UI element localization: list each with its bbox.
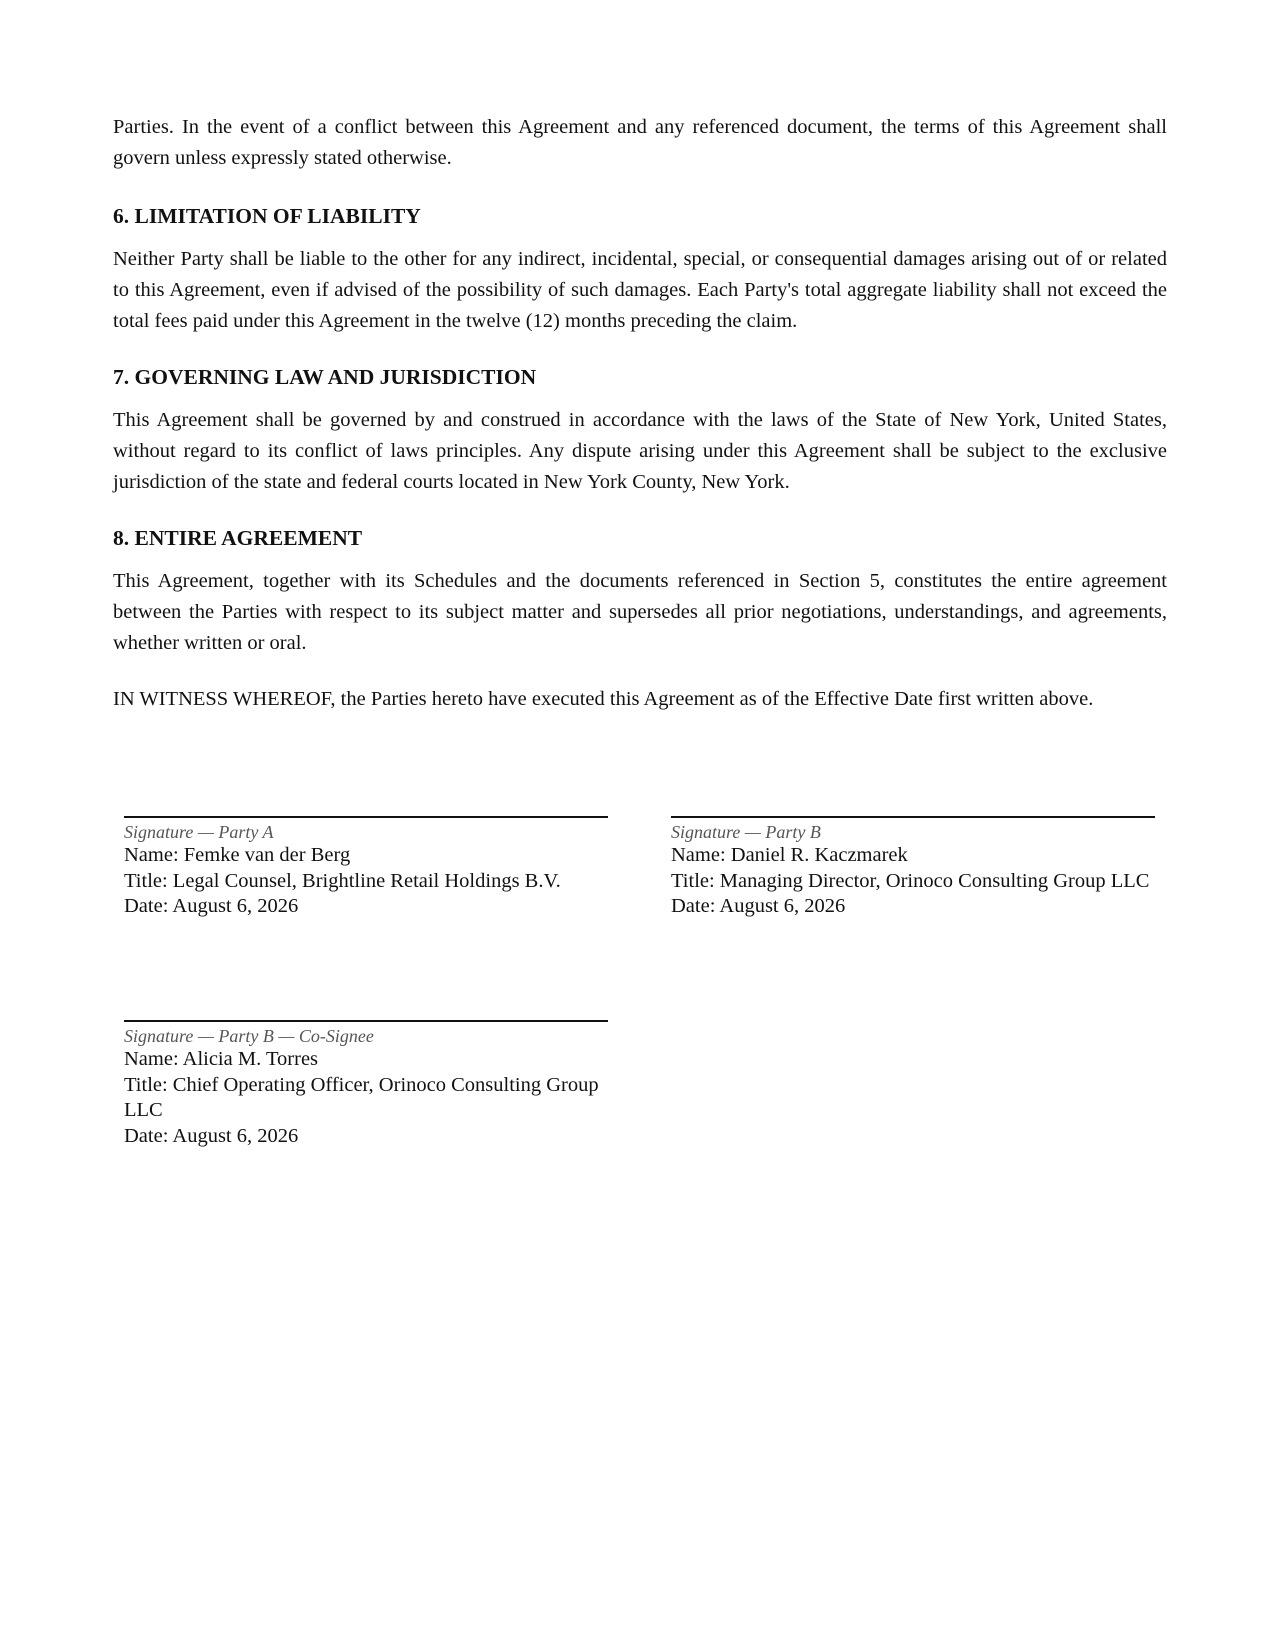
intro-paragraph: Parties. In the event of a conflict between this Agreement and any referenced document, the terms of this Agreement shall govern unless expressly stated otherwise. (113, 116, 1167, 169)
signatory-title: Title: Legal Counsel, Brightline Retail Holdings B.V. (124, 869, 561, 892)
signature-line (124, 1020, 608, 1022)
witness-clause: IN WITNESS WHEREOF, the Parties hereto have executed this Agreement as of the Effective Date first written above. (113, 688, 1094, 710)
signature-block-party-b-co-signee (124, 1020, 608, 1149)
section-8-body: This Agreement, together with its Schedules and the documents referenced in Section 5, constitutes the entire agreement between the Parties with respect to its subject matter and supersedes all prior negotiations, understandings, and agreements, whether written or oral. (113, 570, 1167, 654)
section-7-heading: 7. GOVERNING LAW AND JURISDICTION (113, 365, 537, 389)
section-6-body: Neither Party shall be liable to the other for any indirect, incidental, special, or consequential damages arising out of or related to this Agreement, even if advised of the possibility of such damages. Each Party's total aggregate liability shall not exceed the total fees paid under this Agreement in the twelve (12) months preceding the claim. (113, 248, 1167, 332)
signature-date: Date: August 6, 2026 (124, 895, 299, 917)
signature-date: Date: August 6, 2026 (671, 895, 846, 917)
signatory-name: Name: Daniel R. Kaczmarek (671, 844, 908, 866)
section-7-body: This Agreement shall be governed by and construed in accordance with the laws of the State of New York, United States, without regard to its conflict of laws principles. Any dispute arising under this Agreement shall be subject to the exclusive jurisdiction of the state and federal courts located in New York County, New York. (113, 409, 1167, 493)
signature-caption: Signature — Party A (124, 822, 274, 842)
section-6-heading: 6. LIMITATION OF LIABILITY (113, 204, 421, 228)
signature-caption: Signature — Party B (671, 822, 821, 842)
signature-block-party-a (124, 816, 608, 920)
signature-date: Date: August 6, 2026 (124, 1124, 299, 1147)
section-8-heading: 8. ENTIRE AGREEMENT (113, 526, 363, 550)
signatory-name: Name: Femke van der Berg (124, 844, 351, 866)
signature-line (124, 816, 608, 818)
document-page (113, 112, 1167, 712)
signature-line (671, 816, 1155, 818)
signatory-title: Title: Managing Director, Orinoco Consulting Group LLC (671, 869, 1150, 892)
signatory-title: Title: Chief Operating Officer, Orinoco Consulting Group LLC (124, 1073, 599, 1121)
signatory-name: Name: Alicia M. Torres (124, 1048, 319, 1070)
signature-block-party-b (671, 816, 1155, 920)
signature-caption: Signature — Party B — Co-Signee (124, 1026, 374, 1046)
